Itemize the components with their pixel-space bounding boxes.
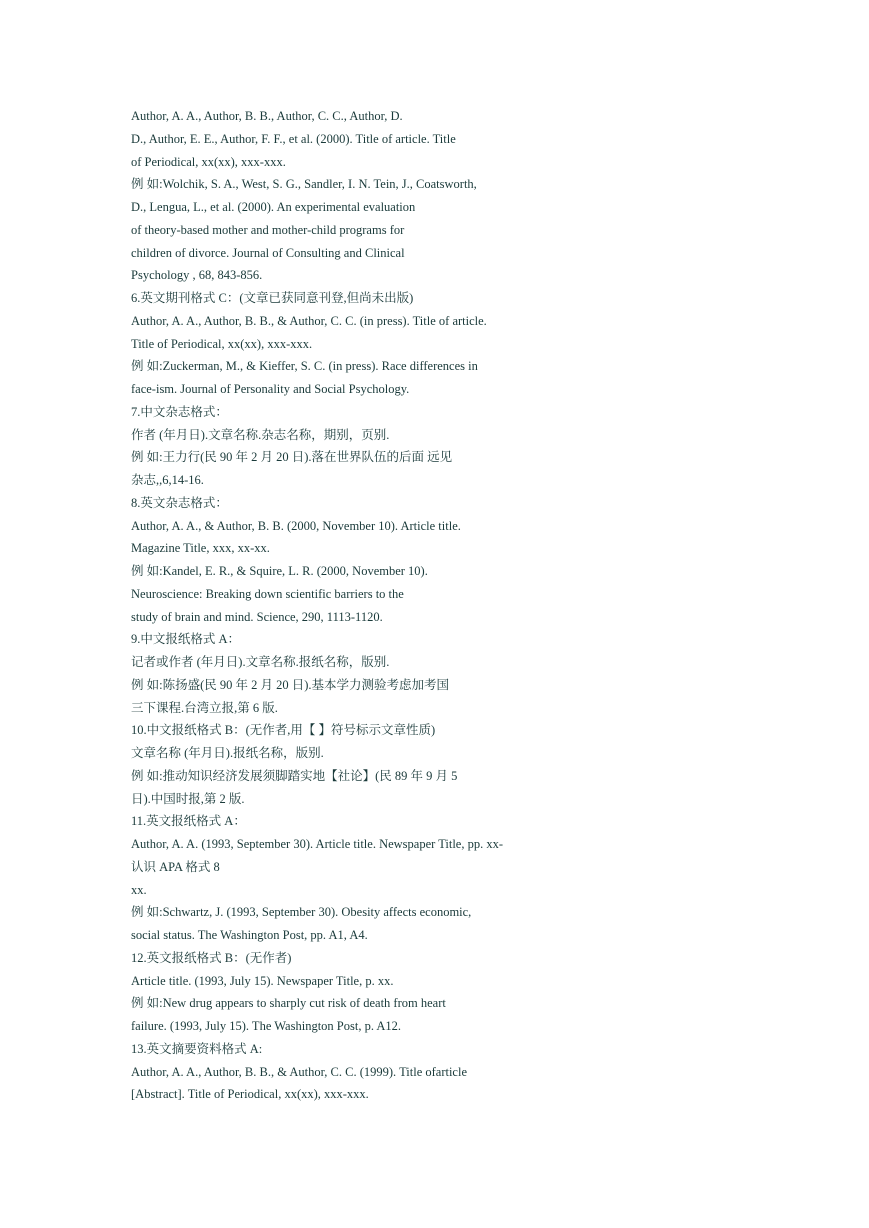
format-line: 作者 (年月日).文章名称.杂志名称，期别，页别. <box>131 427 390 442</box>
example-line: 例 如:Zuckerman, M., & Kieffer, S. C. (in press). Race differences in <box>131 359 478 374</box>
example-line: study of brain and mind. Science, 290, 1113-1120. <box>131 609 383 624</box>
example-line: of theory-based mother and mother-child programs for <box>131 222 405 237</box>
section-heading: 7.中文杂志格式： <box>131 404 228 419</box>
section-heading: 9.中文报纸格式 A： <box>131 632 241 647</box>
reference-line: D., Author, E. E., Author, F. F., et al. (2000). Title of article. Title <box>131 131 456 146</box>
section-heading: 6.英文期刊格式 C：(文章已获同意刊登,但尚未出版) <box>131 291 414 305</box>
example-line: 杂志,,6,14-16. <box>131 473 204 487</box>
example-line: Neuroscience: Breaking down scientific barriers to the <box>131 586 404 601</box>
example-line: 日).中国时报,第 2 版. <box>131 791 245 806</box>
example-line: 例 如:New drug appears to sharply cut risk of death from heart <box>131 996 446 1011</box>
reference-line: Author, A. A., Author, B. B., Author, C. C., Author, D. <box>131 109 403 123</box>
format-line: [Abstract]. Title of Periodical, xx(xx), xxx-xxx. <box>131 1087 369 1102</box>
example-line: failure. (1993, July 15). The Washington Post, p. A12. <box>131 1019 402 1033</box>
example-line: 例 如:王力行(民 90 年 2 月 20 日).落在世界队伍的后面 远见 <box>131 450 453 465</box>
example-line: 例 如:Schwartz, J. (1993, September 30). Obesity affects economic, <box>131 905 472 920</box>
section-heading: 12.英文报纸格式 B：(无作者) <box>131 950 292 965</box>
example-line: 例 如:Kandel, E. R., & Squire, L. R. (2000, November 10). <box>131 564 428 578</box>
format-line: Title of Periodical, xx(xx), xxx-xxx. <box>131 336 313 351</box>
example-line: 例 如:推动知识经济发展须脚踏实地【社论】(民 89 年 9 月 5 <box>131 768 458 783</box>
format-line: Magazine Title, xxx, xx-xx. <box>131 541 270 556</box>
example-line: social status. The Washington Post, pp. A1, A4. <box>131 928 368 942</box>
document-body <box>131 105 551 1106</box>
format-line: Article title. (1993, July 15). Newspaper Title, p. xx. <box>131 973 394 988</box>
format-line: xx. <box>131 882 147 897</box>
section-heading: 8.英文杂志格式： <box>131 495 228 510</box>
format-line: Author, A. A., Author, B. B., & Author, C. C. (in press). Title of article. <box>131 313 487 328</box>
format-line: 文章名称 (年月日).报纸名称，版别. <box>131 746 324 760</box>
section-heading: 10.中文报纸格式 B：(无作者,用【 】符号标示文章性质) <box>131 723 436 738</box>
format-line: Author, A. A. (1993, September 30). Article title. Newspaper Title, pp. xx- <box>131 837 504 851</box>
example-line: D., Lengua, L., et al. (2000). An experimental evaluation <box>131 200 416 214</box>
section-heading: 11.英文报纸格式 A： <box>131 814 246 829</box>
example-line: 三下课程.台湾立报,第 6 版. <box>131 700 278 715</box>
example-line: 例 如:Wolchik, S. A., West, S. G., Sandler, I. N. Tein, J., Coatsworth, <box>131 177 477 192</box>
format-line: Author, A. A., Author, B. B., & Author, C. C. (1999). Title ofarticle <box>131 1064 468 1079</box>
example-line: 例 如:陈扬盛(民 90 年 2 月 20 日).基本学力测验考虑加考国 <box>131 677 450 692</box>
reference-line: of Periodical, xx(xx), xxx-xxx. <box>131 154 286 169</box>
example-line: face-ism. Journal of Personality and Social Psychology. <box>131 382 410 396</box>
example-line: children of divorce. Journal of Consulting and Clinical <box>131 245 405 260</box>
format-line: 记者或作者 (年月日).文章名称.报纸名称，版别. <box>131 655 390 669</box>
format-line: Author, A. A., & Author, B. B. (2000, November 10). Article title. <box>131 518 461 533</box>
example-line: Psychology , 68, 843-856. <box>131 268 263 283</box>
page-footer: 认识 APA 格式 8 <box>131 859 220 874</box>
section-heading: 13.英文摘要资料格式 A: <box>131 1041 263 1056</box>
